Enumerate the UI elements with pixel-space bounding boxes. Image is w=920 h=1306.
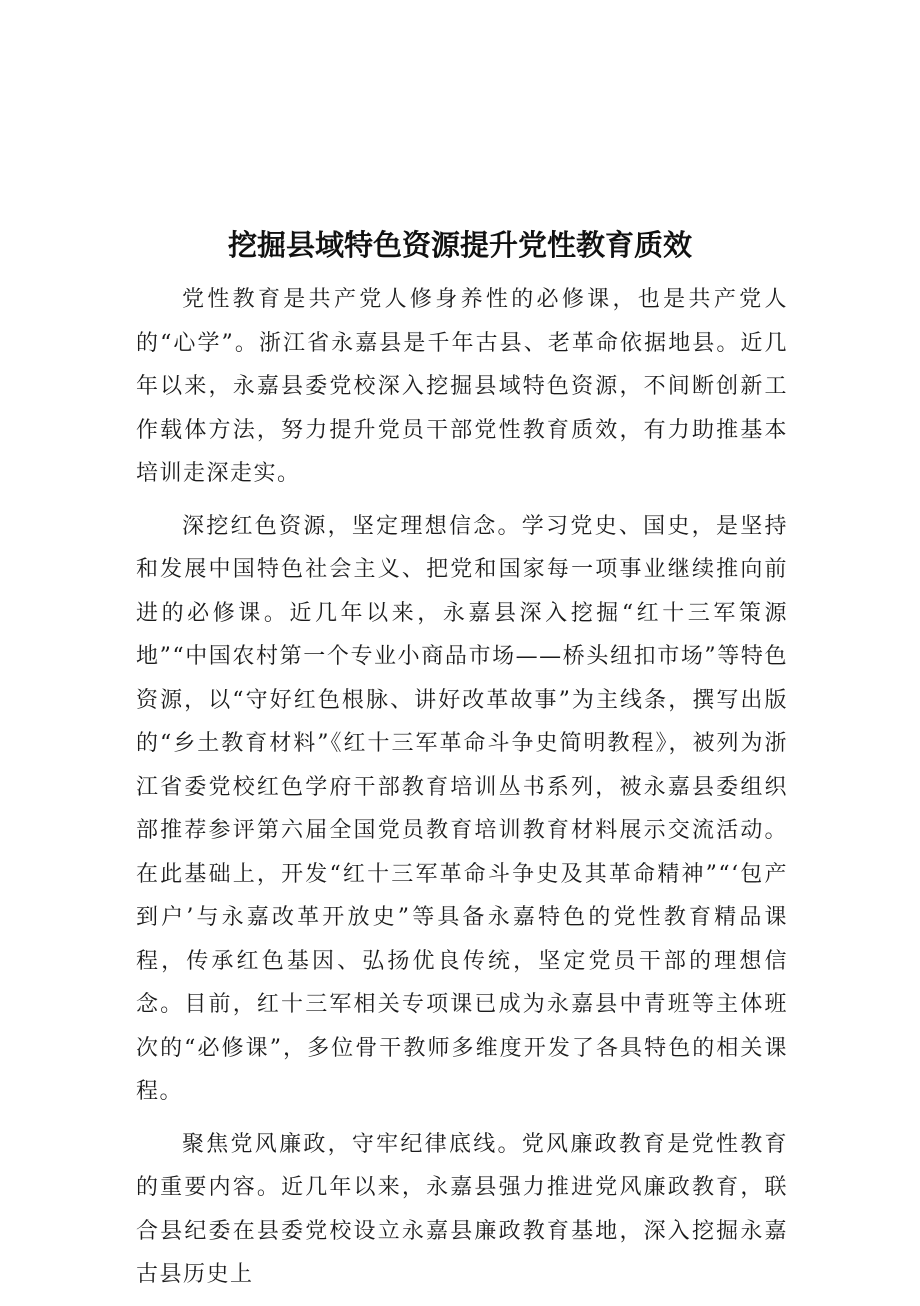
paragraph-clean-governance: 聚焦党风廉政，守牢纪律底线。党风廉政教育是党性教育的重要内容。近几年以来，永嘉县强力推进党风廉政教育，联合县纪委在县委党校设立永嘉县廉政教育基地，深入挖掘永嘉古县历史上: [136, 1131, 788, 1287]
paragraph-intro: 党性教育是共产党人修身养性的必修课，也是共产党人的“心学”。浙江省永嘉县是千年古县、老革命依据地县。近几年以来，永嘉县委党校深入挖掘县域特色资源，不间断创新工作载体方法，努力提升党员干部党性教育质效，有力助推基本培训走深走实。: [136, 287, 788, 486]
document-title: 挖掘县域特色资源提升党性教育质效: [227, 228, 692, 262]
paragraph-red-resources: 深挖红色资源，坚定理想信念。学习党史、国史，是坚持和发展中国特色社会主义、把党和国家每一项事业继续推向前进的必修课。近几年以来，永嘉县深入挖掘“红十三军策源地”“中国农村第一个专业小商品市场——桥头纽扣市场”等特色资源，以“守好红色根脉、讲好改革故事”为主线条，撰写出版的“乡土教育材料”《红十三军革命斗争史简明教程》，被列为浙江省委党校红色学府干部教育培训丛书系列，被永嘉县委组织部推荐参评第六届全国党员教育培训教育材料展示交流活动。在此基础上，开发“红十三军革命斗争史及其革命精神”“‘包产到户’与永嘉改革开放史”等具备永嘉特色的党性教育精品课程，传承红色基因、弘扬优良传统，坚定党员干部的理想信念。目前，红十三军相关专项课已成为永嘉县中青班等主体班次的“必修课”，多位骨干教师多维度开发了各具特色的相关课程。: [136, 513, 788, 1104]
document-body: [136, 278, 788, 1306]
